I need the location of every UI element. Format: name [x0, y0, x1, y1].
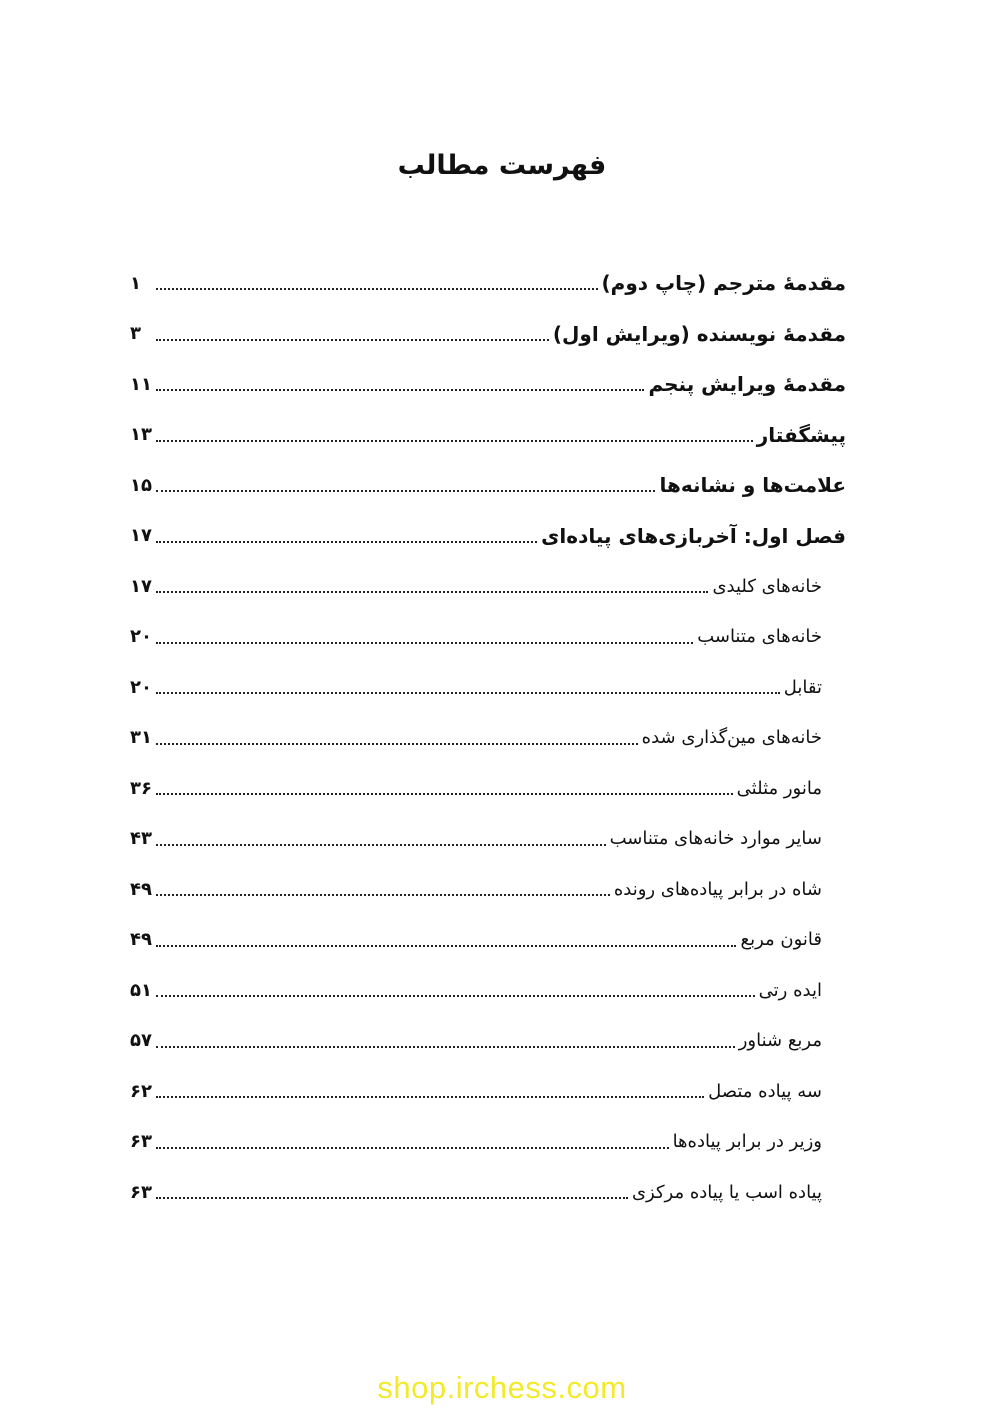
toc-page-number: ۶۲: [130, 1080, 152, 1102]
toc-page-number: ۳: [130, 323, 141, 345]
toc-entry-title: قانون مربع: [740, 929, 822, 951]
toc-entry-title: وزیر در برابر پیاده‌ها: [672, 1131, 822, 1153]
toc-chapter-row: [130, 359, 846, 410]
dot-leader: [156, 541, 537, 543]
dot-leader: [156, 1046, 735, 1048]
dot-leader: [156, 288, 598, 290]
page-title: فهرست مطالب: [397, 150, 607, 181]
toc-page-number: ۱۳: [130, 424, 152, 446]
toc-page-number: ۶۳: [130, 1181, 152, 1203]
dot-leader: [156, 793, 733, 795]
toc-section-row: [130, 662, 846, 713]
toc-entry-title: تقابل: [783, 676, 822, 698]
toc-section-row: [130, 965, 846, 1016]
dot-leader: [156, 642, 693, 644]
toc-chapter-row: [130, 258, 846, 309]
toc-chapter-row: [130, 460, 846, 511]
toc-section-row: [130, 763, 846, 814]
toc-entry-title: مقدمهٔ مترجم (چاپ دوم): [601, 271, 846, 296]
toc-entry-title: سه پیاده متصل: [708, 1080, 822, 1102]
dot-leader: [156, 1197, 628, 1199]
toc-entry-title: مربع شناور: [738, 1030, 822, 1052]
toc-entry-title: مقدمهٔ نویسنده (ویرایش اول): [552, 321, 846, 346]
dot-leader: [156, 1096, 704, 1098]
toc-section-row: [130, 1016, 846, 1067]
toc-section-row: [130, 713, 846, 764]
toc-chapter-row: [130, 309, 846, 360]
toc-page-number: ۱۷: [130, 575, 152, 597]
toc-page-number: ۳۶: [130, 777, 152, 799]
toc-page-number: ۱۱: [130, 373, 152, 395]
toc-entry-title: فصل اول: آخربازی‌های پیاده‌ای: [541, 523, 846, 548]
toc-section-row: [130, 915, 846, 966]
toc-page-number: ۱: [130, 272, 141, 294]
toc-entry-title: خانه‌های متناسب: [697, 626, 822, 648]
dot-leader: [156, 1147, 669, 1149]
dot-leader: [156, 844, 606, 846]
toc-entry-title: شاه در برابر پیاده‌های رونده: [613, 878, 822, 900]
dot-leader: [156, 743, 638, 745]
toc-section-row: [130, 1066, 846, 1117]
toc-page-number: ۴۹: [130, 929, 152, 951]
toc-page-number: ۳۱: [130, 727, 152, 749]
dot-leader: [156, 490, 655, 492]
toc-page-number: ۱۵: [130, 474, 152, 496]
toc-entry-title: پیاده اسب یا پیاده مرکزی: [631, 1181, 822, 1203]
toc-page-number: ۴۳: [130, 828, 152, 850]
toc-entry-title: خانه‌های کلیدی: [712, 575, 822, 597]
dot-leader: [156, 339, 549, 341]
toc-entry-title: علامت‌ها و نشانه‌ها: [659, 473, 846, 498]
toc-page-number: ۵۷: [130, 1030, 152, 1052]
toc-entry-title: پیشگفتار: [756, 422, 846, 447]
toc-section-row: [130, 1167, 846, 1218]
toc-page-number: ۵۱: [130, 979, 152, 1001]
toc-section-row: [130, 814, 846, 865]
toc-entry-title: ایده رتی: [758, 979, 822, 1001]
dot-leader: [156, 894, 610, 896]
table-of-contents: [130, 258, 846, 1218]
dot-leader: [156, 591, 708, 593]
toc-page-number: ۱۷: [130, 525, 152, 547]
toc-page-number: ۶۳: [130, 1131, 152, 1153]
toc-page-number: ۲۰: [130, 626, 152, 648]
dot-leader: [156, 389, 644, 391]
toc-section-row: [130, 864, 846, 915]
dot-leader: [156, 440, 753, 442]
dot-leader: [156, 692, 780, 694]
toc-page-number: ۴۹: [130, 878, 152, 900]
toc-chapter-row: [130, 511, 846, 562]
toc-entry-title: مانور مثلثی: [736, 777, 822, 799]
toc-entry-title: مقدمهٔ ویرایش پنجم: [648, 372, 846, 397]
toc-section-row: [130, 612, 846, 663]
toc-entry-title: خانه‌های مین‌گذاری شده: [641, 727, 822, 749]
dot-leader: [156, 945, 736, 947]
toc-entry-title: سایر موارد خانه‌های متناسب: [609, 828, 822, 850]
watermark: shop.irchess.com: [377, 1370, 627, 1405]
dot-leader: [156, 995, 755, 997]
toc-section-row: [130, 561, 846, 612]
toc-page-number: ۲۰: [130, 676, 152, 698]
toc-chapter-row: [130, 410, 846, 461]
toc-section-row: [130, 1117, 846, 1168]
